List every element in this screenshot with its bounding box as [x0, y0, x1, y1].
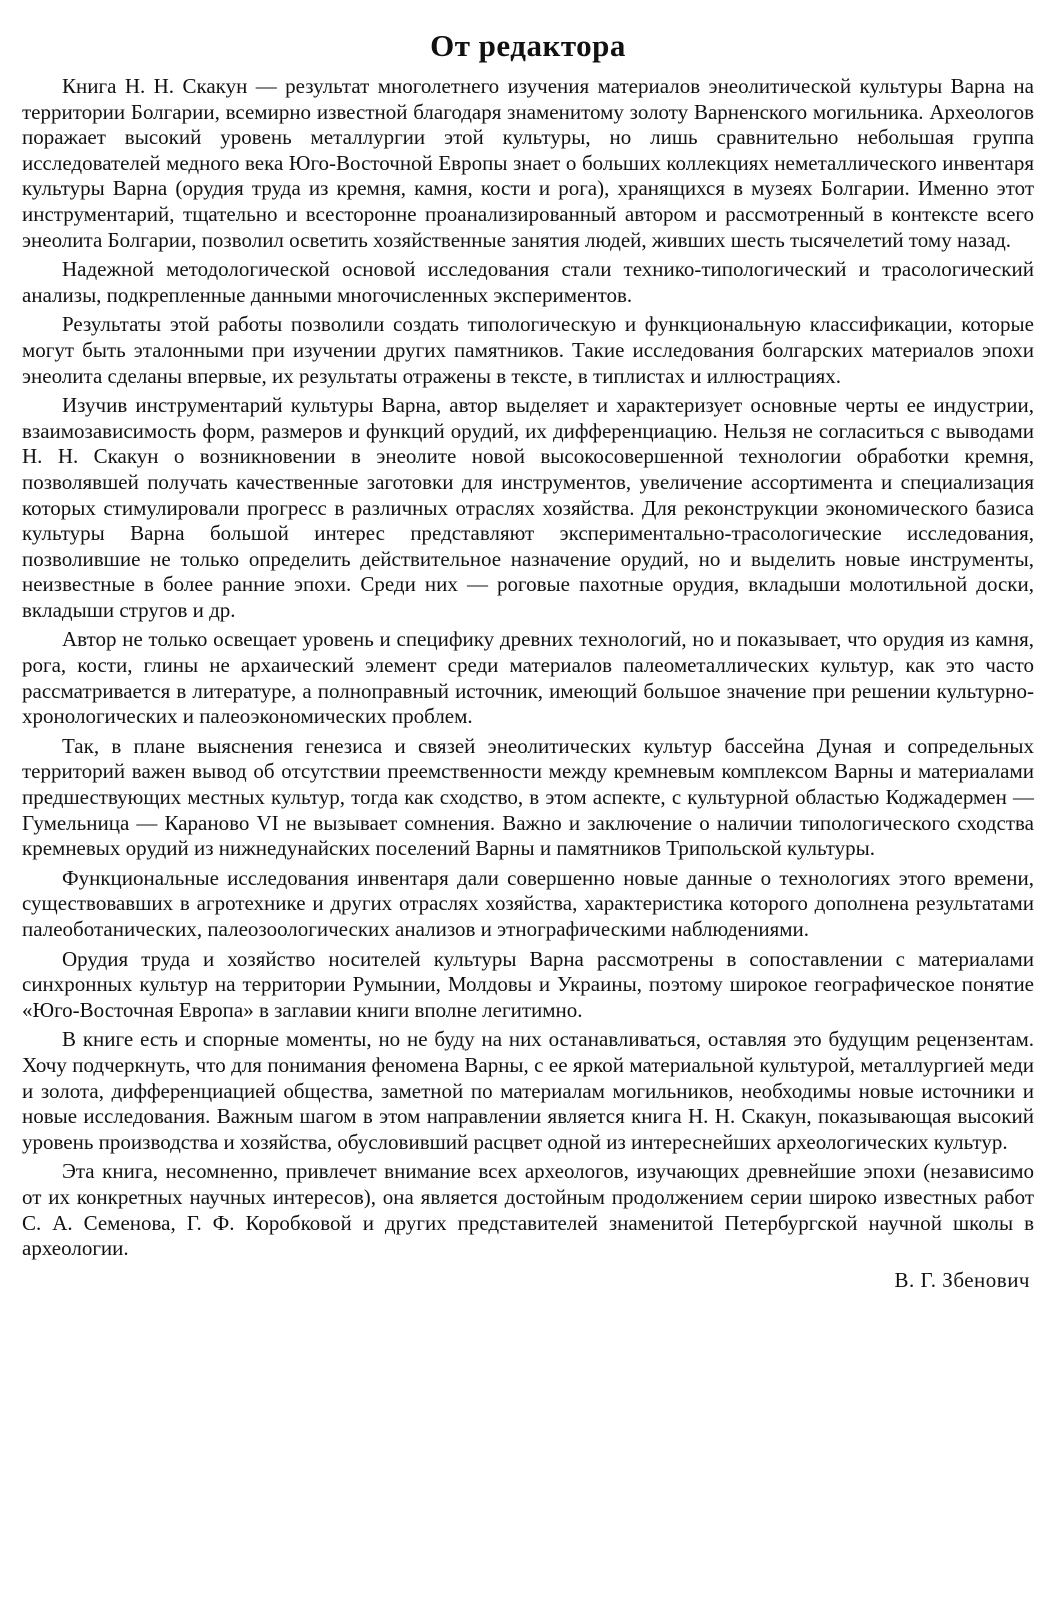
paragraph-8: Орудия труда и хозяйство носителей культуры Варна рассмотрены в сопоставлении с материалами синхронных культур на территории Румынии, Молдовы и Украины, поэтому широкое географическое понятие «Юго-Восточная Европа» в заглавии книги вполне легитимно. — [22, 946, 1034, 1022]
paragraph-5: Автор не только освещает уровень и специфику древних технологий, но и показывает, что орудия из камня, рога, кости, глины не архаический элемент среди материалов палеометаллических культур, как это часто рассматривается в литературе, а полноправный источник, имеющий большое значение при решении культурно-хронологических и палеоэкономических проблем. — [22, 627, 1034, 729]
author-signature: В. Г. Збенович — [894, 1267, 1030, 1292]
paragraph-6: Так, в плане выяснения генезиса и связей энеолитических культур бассейна Дуная и сопредельных территорий важен вывод об отсутствии преемственности между кремневым комплексом Варны и материалами предшествующих местных культур, тогда как сходство, в этом аспекте, с культурной областью Коджадермен — Гумельница — Караново VI не вызывает сомнения. Важно и заключение о наличии типологического сходства кремневых орудий из нижнедунайских поселений Варны и памятников Трипольской культуры. — [22, 733, 1034, 861]
page-title: От редактора — [430, 28, 626, 63]
paragraph-2: Надежной методологической основой исследования стали технико-типологический и трасологический анализы, подкрепленные данными многочисленных экспериментов. — [22, 257, 1034, 307]
paragraph-3: Результаты этой работы позволили создать типологическую и функциональную классификации, которые могут быть эталонными при изучении других памятников. Такие исследования болгарских материалов эпохи энеолита сделаны впервые, их результаты отражены в тексте, в типлистах и иллюстрациях. — [22, 312, 1034, 388]
paragraph-4: Изучив инструментарий культуры Варна, автор выделяет и характеризует основные черты ее индустрии, взаимозависимость форм, размеров и функций орудий, их дифференциацию. Нельзя не согласиться с выводами Н. Н. Скакун о возникновении в энеолите новой высокосовершенной технологии обработки кремня, позволявшей получать качественные заготовки для инструментов, увеличение ассортимента и специализация которых стимулировали прогресс в различных отраслях хозяйства. Для реконструкции экономического базиса культуры Варна большой интерес представляют экспериментально-трасологические исследования, позволившие не только определить действительное назначение орудий, но и выделить новые инструменты, неизвестные в более ранние эпохи. Среди них — роговые пахотные орудия, вкладыши молотильной доски, вкладыши стругов и др. — [22, 393, 1034, 622]
paragraph-1: Книга Н. Н. Скакун — результат многолетнего изучения материалов энеолитической культуры Варна на территории Болгарии, всемирно известной благодаря знаменитому золоту Варненского могильника. Археологов поражает высокий уровень металлургии этой культуры, но лишь сравнительно небольшая группа исследователей медного века Юго-Восточной Европы знает о больших коллекциях неметаллического инвентаря культуры Варна (орудия труда из кремня, камня, кости и рога), хранящихся в музеях Болгарии. Именно этот инструментарий, тщательно и всесторонне проанализированный автором и рассмотренный в контексте всего энеолита Болгарии, позволил осветить хозяйственные занятия людей, живших шесть тысячелетий тому назад. — [22, 74, 1034, 252]
paragraph-10: Эта книга, несомненно, привлечет внимание всех археологов, изучающих древнейшие эпохи (независимо от их конкретных научных интересов), она является достойным продолжением серии широко известных работ С. А. Семенова, Г. Ф. Коробковой и других представителей знаменитой Петербургской научной школы в археологии. — [22, 1159, 1034, 1261]
paragraph-9: В книге есть и спорные моменты, но не буду на них останавливаться, оставляя это будущим рецензентам. Хочу подчеркнуть, что для понимания феномена Варны, с ее яркой материальной культурой, металлургией меди и золота, дифференциацией общества, заметной по материалам могильников, необходимы новые источники и новые исследования. Важным шагом в этом направлении является книга Н. Н. Скакун, показывающая высокий уровень производства и хозяйства, обусловивший расцвет одной из интереснейших археологических культур. — [22, 1027, 1034, 1154]
document-page — [22, 26, 1034, 1294]
paragraph-7: Функциональные исследования инвентаря дали совершенно новые данные о технологиях этого времени, существовавших в агротехнике и других отраслях хозяйства, характеристика которого дополнена результатами палеоботанических, палеозоологических анализов и этнографическими наблюдениями. — [22, 865, 1034, 941]
